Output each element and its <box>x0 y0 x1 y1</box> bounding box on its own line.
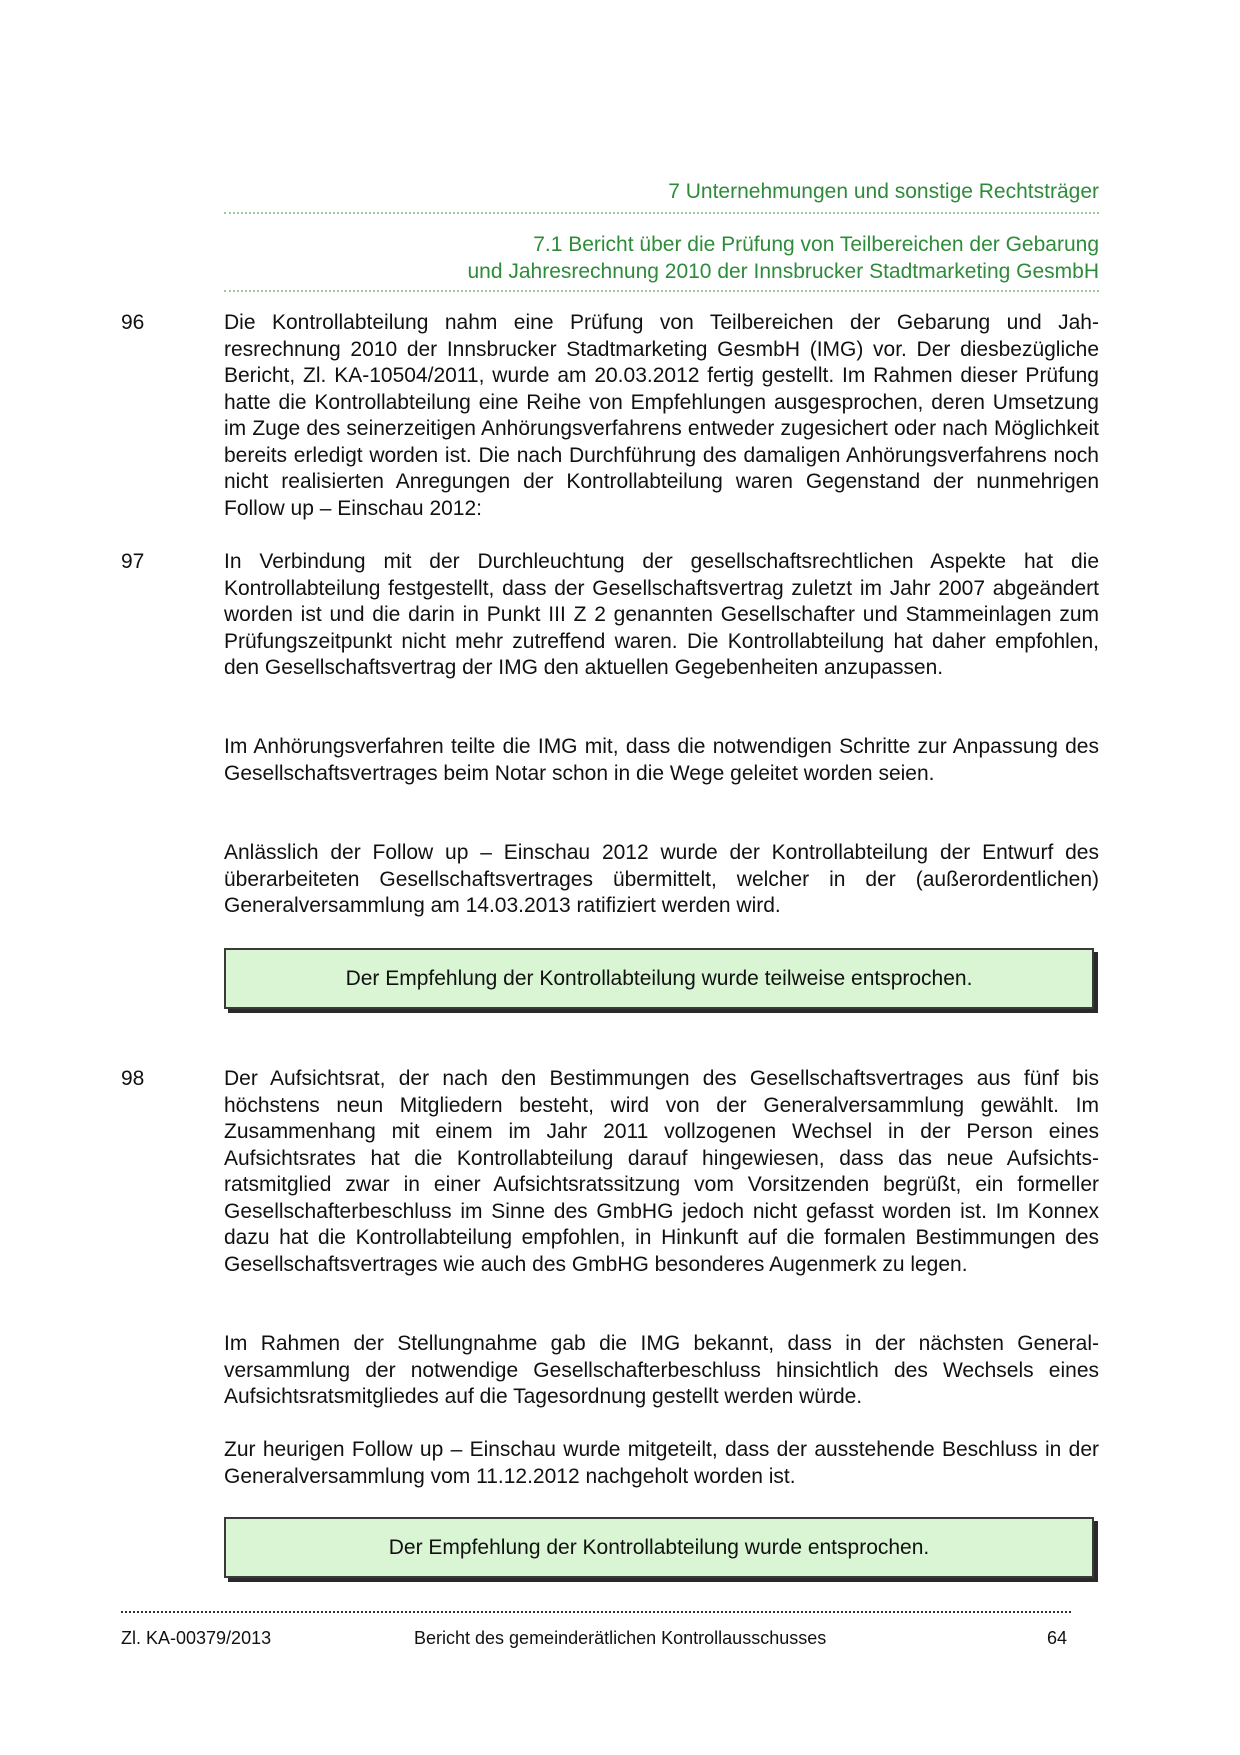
paragraph-96-text: Die Kontrollabteilung nahm eine Prüfung von Teilbereichen der Gebarung und Jahresrechnung 2010 der Innsbrucker Stadtmarketing GesmbH (IMG) vor. Der diesbezügliche Bericht, Zl. KA-10504/2011, wurde am 20.03.2012 fertig gestellt. Im Rahmen dieser Prüfung hatte die Kontrollabteilung eine Reihe von Empfehlungen ausgesprochen, deren Umsetzung im Zuge des seinerzeitigen Anhörungsverfahrens entweder zugesichert oder nach Möglichkeit bereits erledigt worden ist. Die nach Durchführung des damaligen Anhörungsverfahrens noch nicht realisierten Anregungen der Kontrollabteilung waren Gegenstand der nunmehrigen Follow up – Einschau 2012: <box>224 311 1099 520</box>
heading-divider <box>224 212 1099 214</box>
paragraph-number-96: 96 <box>121 311 145 334</box>
section-heading <box>467 231 1099 285</box>
footer-title: Bericht des gemeinderätlichen Kontrollausschusses <box>414 1628 827 1648</box>
footer-divider <box>121 1611 1071 1613</box>
result-box-97-text: Der Empfehlung der Kontrollabteilung wurde teilweise entsprochen. <box>345 966 973 990</box>
section-heading-line-2: und Jahresrechnung 2010 der Innsbrucker Stadtmarketing GesmbH <box>467 260 1099 283</box>
footer-reference: Zl. KA-00379/2013 <box>121 1628 272 1648</box>
paragraph-97-text-2: Im Anhörungsverfahren teilte die IMG mit, dass die notwendigen Schritte zur Anpassung des Gesellschaftsvertrages beim Notar schon in die Wege geleitet worden seien. <box>224 735 1099 785</box>
result-box-98-text: Der Empfehlung der Kontrollabteilung wurde entsprochen. <box>388 1535 930 1559</box>
result-box-97 <box>224 948 1094 1009</box>
section-divider <box>224 290 1099 292</box>
paragraph-number-97: 97 <box>121 550 145 573</box>
paragraph-97-text-1: In Verbindung mit der Durchleuchtung der gesellschaftsrechtlichen Aspekte hat die Kontrollabteilung festgestellt, dass der Gesellschaftsvertrag zuletzt im Jahr 2007 abgeändert worden ist und die darin in Punkt III Z 2 genannten Gesellschafter und Stammeinlagen zum Prüfungszeitpunkt nicht mehr zutreffend waren. Die Kontrollabteilung hat daher empfohlen, den Gesellschaftsvertrag der IMG den aktuellen Gegebenheiten anzupassen. <box>224 550 1099 679</box>
paragraph-98-text-3: Zur heurigen Follow up – Einschau wurde mitgeteilt, dass der ausstehende Beschluss in der Generalversammlung vom 11.12.2012 nachgeholt worden ist. <box>224 1438 1099 1488</box>
paragraph-98-text-2: Im Rahmen der Stellungnahme gab die IMG bekannt, dass in der nächsten Generalversammlung der notwendige Gesellschafterbeschluss hinsichtlich des Wechsels eines Aufsichtsratsmitgliedes auf die Tagesordnung gestellt werden würde. <box>224 1332 1099 1408</box>
paragraph-97-text-3: Anlässlich der Follow up – Einschau 2012 wurde der Kontrollabteilung der Entwurf des überarbeiteten Gesellschaftsvertrages übermittelt, welcher in der (außerordentlichen) Generalversammlung am 14.03.2013 ratifiziert werden wird. <box>224 841 1099 917</box>
result-box-98 <box>224 1517 1094 1578</box>
page-number: 64 <box>1047 1628 1068 1648</box>
chapter-heading: 7 Unternehmungen und sonstige Rechtsträger <box>668 180 1099 203</box>
paragraph-98-text-1: Der Aufsichtsrat, der nach den Bestimmungen des Gesellschaftsvertrages aus fünf bis höchstens neun Mitgliedern besteht, wird von der Generalversammlung gewählt. Im Zusammenhang mit einem im Jahr 2011 vollzogenen Wechsel in der Person eines Aufsichtsrates hat die Kontrollabteilung darauf hingewiesen, dass das neue Aufsichtsratsmitglied zwar in einer Aufsichtsratssitzung vom Vorsitzenden begrüßt, ein formeller Gesellschafterbeschluss im Sinne des GmbHG jedoch nicht gefasst worden ist. Im Konnex dazu hat die Kontrollabteilung empfohlen, in Hinkunft auf die formalen Bestimmungen des Gesellschaftsvertrages wie auch des GmbHG besonderes Augenmerk zu legen. <box>224 1067 1099 1276</box>
paragraph-number-98: 98 <box>121 1067 145 1090</box>
section-heading-line-1: 7.1 Bericht über die Prüfung von Teilbereichen der Gebarung <box>533 233 1099 256</box>
